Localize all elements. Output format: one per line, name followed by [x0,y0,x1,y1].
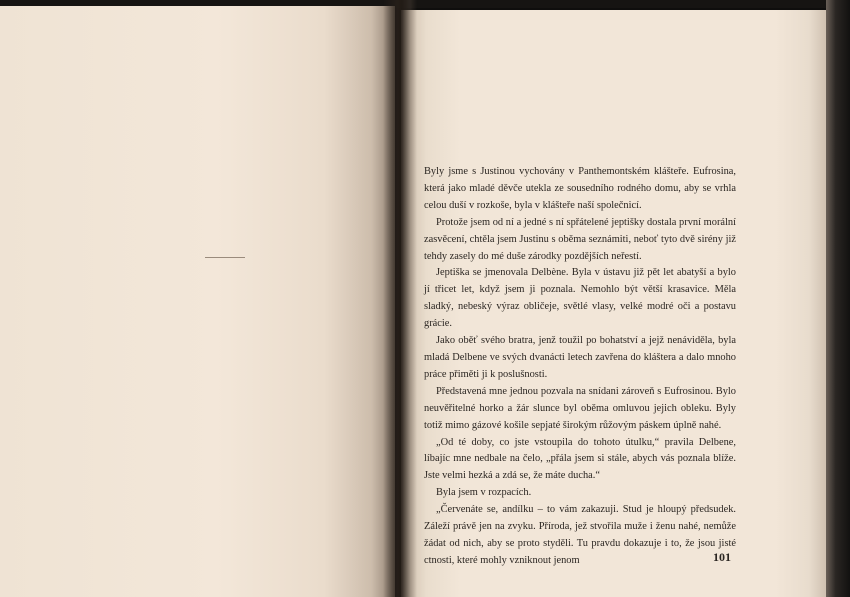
paragraph: „Červenáte se, andílku – to vám zakazuji. Stud je hloupý předsudek. Záleží právě jen na zvyku. Příroda, jež stvořila muže i ženu nahé, nemůže žádat od nich, aby se proto styděli. Tu pravdu dokazuje i to, že jsou jisté ctnosti, které mohly vzniknout jenom [424,504,736,566]
paragraph: Jeptiška se jmenovala Delbène. Byla v ústavu již pět let abatyší a bylo jí třicet let, když jsem ji poznala. Nemohlo být větší krasavice. Měla sladký, nebeský výraz obličeje, světlé vlasy, velké modré oči a postavu grácie. [424,267,736,330]
paragraph: „Od té doby, co jste vstoupila do tohoto útulku,“ pravila Delbene, líbajíc mne nedbale na čelo, „přála jsem si stále, abych vás poznala blíže. Jste velmi hezká a zdá se, že máte ducha.“ [424,436,736,482]
paragraph: Byly jsme s Justinou vychovány v Panthemontském klášteře. Eufrosina, která jako mladé děvče utekla ze sousedního rodného domu, aby se vrhla celou duší v rozkoše, byla v klášteře naší společnicí. [424,166,736,211]
page-text [424,164,736,570]
left-page-pencil-mark [205,257,245,258]
book-edge [826,0,850,597]
paragraph: Protože jsem od ní a jedné s ní spřátelené jeptišky dostala první morální zasvěcení, chtěla jsem Justinu s oběma seznámiti, neboť tyto dvě sirény již tehdy zasely do mé duše zárodky pozdějších neřestí. [424,216,736,262]
paragraph: Představená mne jednou pozvala na snídani zároveň s Eufrosinou. Bylo neuvěřitelné horko a žár slunce byl oběma omluvou jejich obleku. Byly totiž mimo gázové košile sepjaté širokým růžovým páskem úplně nahé. [424,385,736,431]
paragraph: Byla jsem v rozpacích. [436,487,532,499]
page-number: 101 [713,550,731,564]
book-gutter [383,0,417,597]
left-page-blank [0,6,395,597]
paragraph: Jako oběť svého bratra, jenž toužil po bohatství a jejž nenáviděla, byla mladá Delbene ve svých dvanácti letech zavřena do kláštera a dalo mnoho práce přiměti ji k poslušnosti. [424,335,736,380]
